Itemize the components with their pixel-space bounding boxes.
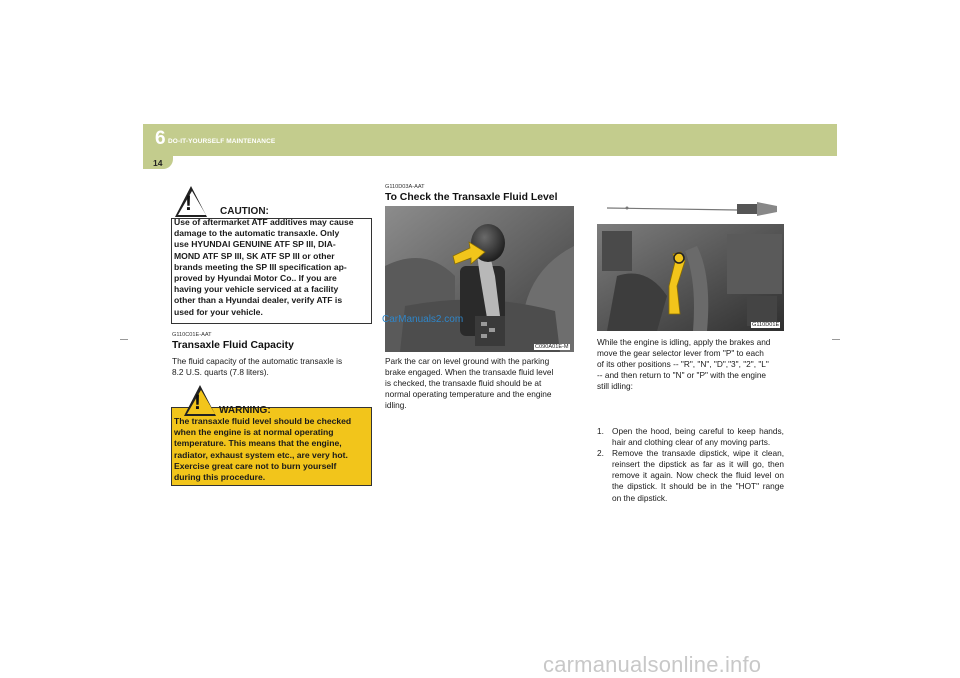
caution-title: CAUTION: — [220, 206, 269, 217]
caution-line: used for your vehicle. — [174, 306, 263, 317]
caution-line: use HYUNDAI GENUINE ATF SP III, DIA- — [174, 239, 336, 250]
crop-mark-right — [832, 339, 840, 340]
caution-line: having your vehicle serviced at a facility — [174, 284, 339, 295]
capacity-line: The fluid capacity of the automatic transaxle is — [172, 356, 343, 366]
gear-photo-code: C090A01E-M — [535, 344, 569, 350]
capacity-heading: Transaxle Fluid Capacity — [172, 340, 294, 351]
warning-exclamation-icon: ! — [194, 391, 201, 414]
warning-line: during this procedure. — [174, 472, 266, 483]
list-item — [597, 448, 784, 503]
caution-triangle-fill — [178, 191, 206, 215]
caution-text — [174, 217, 367, 318]
caution-line: MOND ATF SP III, SK ATF SP III or other — [174, 250, 335, 261]
caution-exclamation-icon: ! — [185, 192, 192, 215]
caution-line: Use of aftermarket ATF additives may cause — [174, 217, 354, 227]
crop-mark-left — [120, 339, 128, 340]
check-line: normal operating temperature and the engine — [385, 389, 552, 400]
warning-triangle-fill — [187, 390, 215, 414]
warning-text — [174, 416, 367, 483]
gear-selector-photo — [385, 206, 574, 352]
step-number: 1. — [597, 426, 604, 436]
warning-title: WARNING: — [219, 405, 271, 416]
check-line: idling. — [385, 400, 407, 411]
dipstick-intro-line: -- and then return to "N" or "P" with the engine — [597, 370, 767, 381]
footer-watermark: carmanualsonline.info — [543, 652, 762, 677]
dipstick-photo — [597, 186, 784, 331]
chapter-title: DO-IT-YOURSELF MAINTENANCE — [168, 138, 276, 145]
carmanuals-watermark: CarManuals2.com — [382, 314, 464, 325]
warning-line: when the engine is at normal operating — [174, 427, 334, 438]
dipstick-steps-list — [597, 426, 784, 504]
caution-line: damage to the automatic transaxle. Only — [174, 228, 340, 239]
step-text: Remove the transaxle dipstick, wipe it clean, reinsert the dipstick as far as it will go, then remove it again. Now check the fluid level on the dipstick. It should be in the "HOT" range on the dipstick. — [612, 448, 784, 503]
check-section-code: G110D03A-AAT — [385, 184, 425, 190]
check-line: is checked, the transaxle fluid should be at — [385, 378, 542, 389]
chapter-number: 6 — [155, 128, 166, 149]
caution-line: other than a Hyundai dealer, verify ATF is — [174, 295, 343, 306]
page-number: 14 — [153, 158, 163, 168]
check-heading: To Check the Transaxle Fluid Level — [385, 192, 558, 203]
warning-line: The transaxle fluid level should be checked — [174, 416, 352, 426]
dipstick-intro-line: While the engine is idling, apply the brakes and — [597, 337, 771, 347]
warning-line: radiator, exhaust system etc., are very hot. — [174, 449, 348, 460]
check-line: Park the car on level ground with the parking — [385, 356, 550, 366]
dipstick-intro-text — [597, 337, 784, 392]
dipstick-intro-line: of its other positions -- "R", "N", "D","3", "2", "L" — [597, 359, 769, 370]
dipstick-photo-code: G110D01E — [752, 322, 780, 328]
caution-line: brands meeting the SP III specification ap- — [174, 261, 347, 272]
check-text — [385, 356, 574, 411]
step-number: 2. — [597, 448, 604, 459]
list-item — [597, 426, 784, 448]
dipstick-intro-line: still idling: — [597, 381, 633, 392]
capacity-line: 8.2 U.S. quarts (7.8 liters). — [172, 367, 269, 378]
check-line: brake engaged. When the transaxle fluid level — [385, 367, 554, 378]
warning-line: Exercise great care not to burn yourself — [174, 460, 337, 471]
capacity-section-code: G110C01E-AAT — [172, 332, 212, 338]
dipstick-intro-line: move the gear selector lever from "P" to each — [597, 348, 764, 359]
caution-line: proved by Hyundai Motor Co.. If you are — [174, 273, 337, 284]
step-text: Open the hood, being careful to keep hands, hair and clothing clear of any moving parts. — [612, 426, 784, 448]
warning-line: temperature. This means that the engine, — [174, 438, 342, 449]
capacity-text — [172, 356, 370, 378]
